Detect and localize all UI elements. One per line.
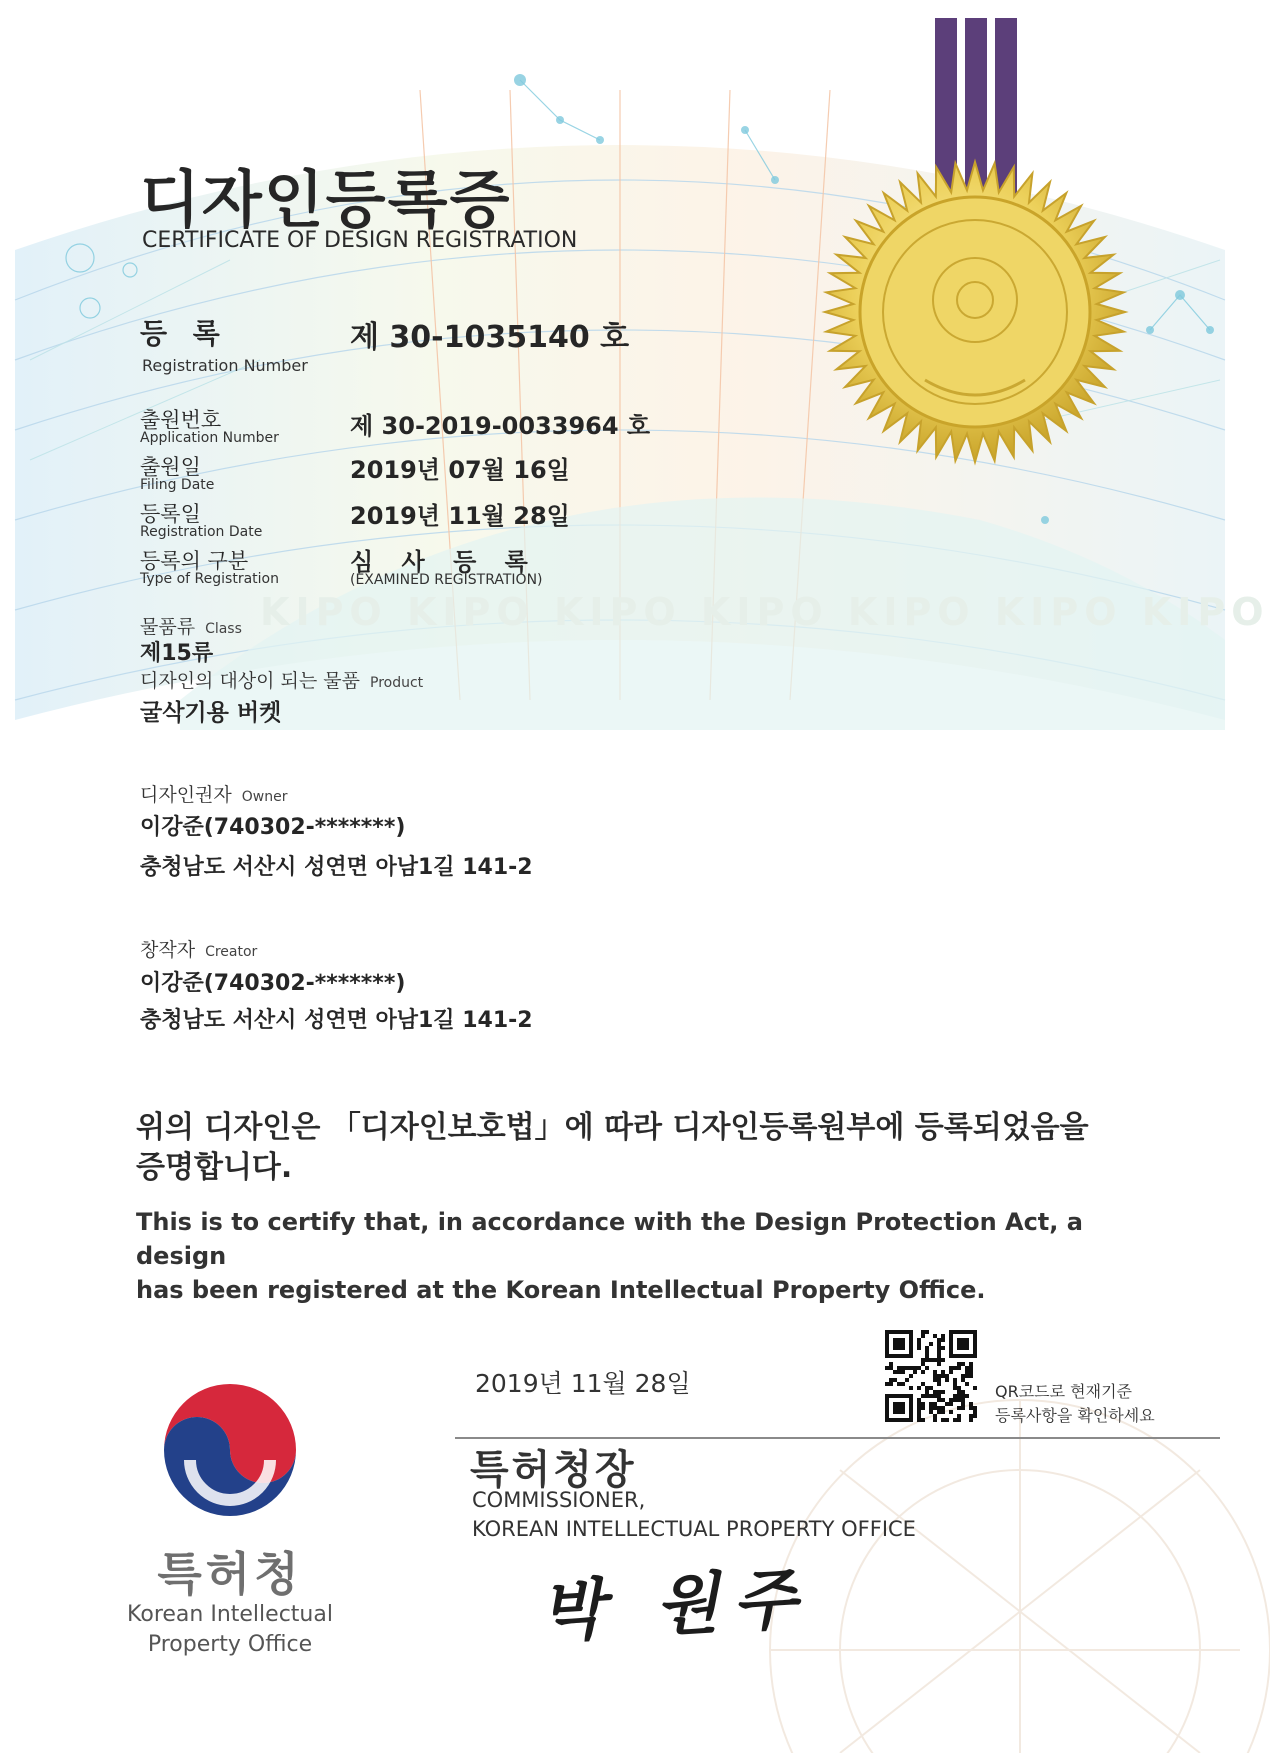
commissioner-title-ko: 특허청장 bbox=[470, 1447, 637, 1493]
qr-code-icon[interactable] bbox=[885, 1330, 977, 1422]
certification-line-ko-2: 증명합니다. bbox=[136, 1150, 293, 1185]
registration-date-label-en: Registration Date bbox=[140, 524, 263, 540]
owner-label-group bbox=[140, 780, 288, 807]
registration-number: 제 30-1035140 호 bbox=[350, 320, 630, 355]
filing-label-en: Filing Date bbox=[140, 477, 215, 493]
kipo-watermark: KIPO KIPO KIPO KIPO KIPO KIPO KIPO bbox=[260, 590, 1270, 634]
registration-label-en: Registration Number bbox=[142, 356, 308, 375]
kipo-logo-text-en-1: Korean Intellectual bbox=[127, 1602, 333, 1627]
certification-statement-en bbox=[136, 1205, 1136, 1307]
creator-label: 창작자 bbox=[140, 939, 196, 961]
product-label-group bbox=[140, 666, 423, 693]
commissioner-title-en-1: COMMISSIONER, bbox=[472, 1488, 646, 1512]
kipo-logo-text-ko: 특허청 bbox=[157, 1547, 303, 1601]
qr-note-line-1: QR코드로 현재기준 bbox=[995, 1382, 1132, 1401]
document-subtitle: CERTIFICATE OF DESIGN REGISTRATION bbox=[142, 228, 578, 253]
kipo-taegeuk-logo-icon bbox=[155, 1375, 305, 1525]
certification-line-en-1: This is to certify that, in accordance with the Design Protection Act, a design bbox=[136, 1208, 1083, 1270]
certification-statement-ko bbox=[136, 1108, 1136, 1188]
owner-label-en: Owner bbox=[241, 789, 288, 805]
document-title: 디자인등록증 bbox=[140, 163, 512, 236]
application-label: 출원번호 bbox=[140, 408, 222, 432]
creator-label-group bbox=[140, 935, 257, 962]
qr-note-line-2: 등록사항을 확인하세요 bbox=[995, 1406, 1155, 1425]
certification-line-ko-1: 위의 디자인은 「디자인보호법」에 따라 디자인등록원부에 등록되었음을 bbox=[136, 1110, 1089, 1145]
class-value: 제15류 bbox=[140, 641, 214, 666]
creator-address: 충청남도 서산시 성연면 아남1길 141-2 bbox=[140, 1008, 533, 1033]
commissioner-signature: 박 원주 bbox=[538, 1558, 813, 1652]
kipo-logo-text-en-2: Property Office bbox=[147, 1632, 313, 1657]
commissioner-title-en-2: KOREAN INTELLECTUAL PROPERTY OFFICE bbox=[472, 1517, 916, 1541]
reg-type-label: 등록의 구분 bbox=[140, 549, 249, 573]
product-label-en: Product bbox=[370, 675, 424, 691]
owner-name: 이강준(740302-*******) bbox=[140, 815, 406, 840]
application-label-en: Application Number bbox=[140, 430, 279, 446]
class-label-en: Class bbox=[205, 621, 242, 637]
product-value: 굴삭기용 버켓 bbox=[140, 700, 282, 726]
gold-seal-icon bbox=[825, 162, 1125, 462]
filing-label: 출원일 bbox=[140, 455, 201, 479]
registration-date-label: 등록일 bbox=[140, 502, 201, 526]
reg-type-label-en: Type of Registration bbox=[140, 571, 279, 587]
issue-date: 2019년 11월 28일 bbox=[475, 1369, 691, 1398]
reg-type-en: (EXAMINED REGISTRATION) bbox=[350, 572, 543, 588]
class-label: 물품류 bbox=[140, 616, 196, 638]
filing-date: 2019년 07월 16일 bbox=[350, 456, 570, 484]
certification-line-en-2: has been registered at the Korean Intellectual Property Office. bbox=[136, 1276, 986, 1304]
owner-address: 충청남도 서산시 성연면 아남1길 141-2 bbox=[140, 855, 533, 880]
registration-date: 2019년 11월 28일 bbox=[350, 502, 570, 530]
registration-label: 등 록 bbox=[140, 317, 228, 350]
product-label: 디자인의 대상이 되는 물품 bbox=[140, 670, 361, 692]
creator-label-en: Creator bbox=[205, 944, 258, 960]
class-label-group bbox=[140, 612, 242, 639]
application-number: 제 30-2019-0033964 호 bbox=[350, 412, 651, 440]
kipo-logo-text-en bbox=[110, 1600, 350, 1660]
qr-note bbox=[995, 1380, 1195, 1428]
owner-label: 디자인권자 bbox=[140, 784, 232, 806]
creator-name: 이강준(740302-*******) bbox=[140, 971, 406, 996]
reg-type: 심 사 등 록 bbox=[350, 548, 538, 576]
